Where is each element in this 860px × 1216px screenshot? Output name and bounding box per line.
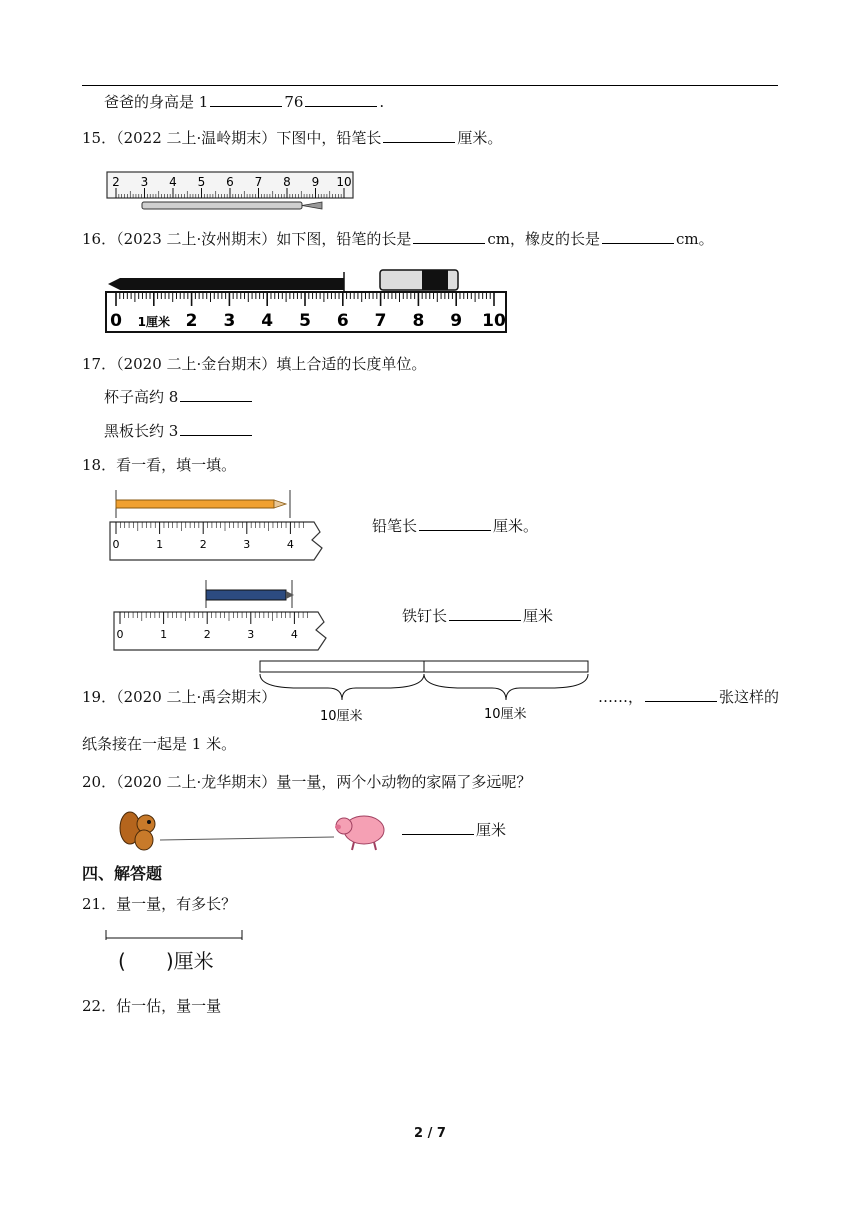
ruler-tick-label: 3 bbox=[247, 628, 255, 641]
q18-nail-ruler bbox=[112, 578, 338, 654]
answer-blank[interactable] bbox=[305, 92, 377, 107]
label-text: 铅笔长 bbox=[372, 517, 418, 535]
q19-text-cont bbox=[82, 734, 236, 754]
pig-icon bbox=[335, 816, 384, 850]
question-text: 看一看，填一填。 bbox=[116, 456, 237, 474]
question-text: cm。 bbox=[675, 230, 714, 248]
label-text: 铁钉长 bbox=[402, 607, 448, 625]
question-text: 张这样的 bbox=[719, 688, 780, 706]
brace-2 bbox=[424, 674, 588, 700]
ruler-tick-label: 9 bbox=[450, 311, 463, 331]
segment-label-2: 10厘米 bbox=[484, 707, 527, 722]
item-text: 黑板长约 3 bbox=[104, 422, 179, 440]
answer-blank[interactable] bbox=[645, 687, 717, 702]
question-17 bbox=[82, 354, 426, 374]
ruler-tick-label: 4 bbox=[261, 311, 274, 331]
question-21 bbox=[82, 894, 236, 914]
page-number: 2 / 7 bbox=[414, 1126, 446, 1141]
question-text: 填上合适的长度单位。 bbox=[276, 355, 427, 373]
ruler-tick-label: 3 bbox=[223, 311, 236, 331]
segment-label-1: 10厘米 bbox=[320, 709, 363, 724]
answer-blank[interactable] bbox=[383, 128, 455, 143]
ruler-tick-label: 6 bbox=[336, 311, 349, 331]
ruler-tick-label: 0 bbox=[110, 311, 122, 331]
ruler-tick-label: 8 bbox=[283, 175, 291, 189]
header-rule bbox=[82, 85, 778, 86]
pencil-icon bbox=[108, 278, 344, 290]
pencil-tip-icon bbox=[274, 500, 286, 508]
q19-text-right bbox=[598, 687, 779, 707]
answer-blank[interactable] bbox=[402, 820, 474, 835]
ruler-tick-label: 5 bbox=[197, 175, 206, 189]
eraser-sleeve bbox=[422, 270, 448, 290]
answer-blank[interactable] bbox=[602, 229, 674, 244]
answer-blank[interactable] bbox=[449, 606, 521, 621]
nail-tip-icon bbox=[286, 591, 294, 599]
q-prev-text: 爸爸的身高是 1 bbox=[104, 93, 209, 111]
answer-blank[interactable] bbox=[180, 421, 252, 436]
ruler-tick-label: 4 bbox=[290, 628, 298, 641]
pencil-icon bbox=[116, 500, 274, 508]
q-prev-text: 76 bbox=[284, 93, 304, 111]
ruler-tick-label: 0 bbox=[116, 628, 124, 641]
q20-answer bbox=[400, 820, 506, 840]
q21-answer bbox=[118, 948, 214, 974]
pencil-icon bbox=[142, 202, 302, 209]
question-text: 厘米。 bbox=[457, 129, 503, 147]
q-prev-line bbox=[104, 92, 384, 112]
question-19 bbox=[82, 687, 276, 707]
answer-blank[interactable] bbox=[210, 92, 282, 107]
paren-open: ( bbox=[118, 949, 126, 973]
q19-paper-strip-figure bbox=[258, 658, 592, 728]
q20-animals-figure bbox=[116, 808, 390, 854]
q17-item-2 bbox=[104, 421, 254, 441]
question-number: 20． bbox=[82, 773, 117, 791]
q21-segment bbox=[104, 928, 246, 942]
question-15 bbox=[82, 128, 502, 148]
answer-blank[interactable] bbox=[413, 229, 485, 244]
question-text: 量一量，有多长？ bbox=[116, 895, 237, 913]
ruler-tick-label: 10 bbox=[482, 311, 506, 331]
question-source: （2020 二上·龙华期末） bbox=[116, 773, 277, 791]
question-text: 估一估，量一量 bbox=[116, 997, 222, 1015]
ruler-tick-label: 1 bbox=[156, 538, 164, 551]
question-number: 22． bbox=[82, 997, 117, 1015]
question-text: 纸条接在一起是 1 米。 bbox=[82, 735, 237, 753]
pencil-tip-icon bbox=[302, 202, 322, 209]
question-20 bbox=[82, 772, 531, 792]
question-18 bbox=[82, 455, 236, 475]
ruler-tick-label: 4 bbox=[286, 538, 294, 551]
question-text: cm，橡皮的长是 bbox=[487, 230, 600, 248]
ruler-tick-label: 7 bbox=[254, 175, 263, 189]
ruler-tick-label: 2 bbox=[199, 538, 207, 551]
item-text: 杯子高约 8 bbox=[104, 388, 179, 406]
question-number: 21． bbox=[82, 895, 117, 913]
q-prev-text: . bbox=[379, 93, 385, 111]
section-title: 四、解答题 bbox=[82, 864, 163, 883]
question-number: 17． bbox=[82, 355, 117, 373]
ruler-tick-label: 5 bbox=[299, 311, 311, 331]
q18-label-2 bbox=[402, 606, 553, 626]
ruler-tick-label: 6 bbox=[226, 175, 234, 189]
ruler-tick-label: 8 bbox=[412, 311, 425, 331]
label-text: 厘米。 bbox=[493, 517, 539, 535]
ruler-tick-label: 1 bbox=[160, 628, 168, 641]
question-source: （2023 二上·汝州期末） bbox=[116, 230, 277, 248]
question-source: （2022 二上·温岭期末） bbox=[116, 129, 277, 147]
question-text: 量一量，两个小动物的家隔了多远呢？ bbox=[276, 773, 532, 791]
question-number: 15． bbox=[82, 129, 117, 147]
squirrel-icon bbox=[120, 812, 155, 850]
ruler-tick-label: 10 bbox=[336, 175, 352, 189]
label-text: 厘米 bbox=[523, 607, 554, 625]
question-number: 16． bbox=[82, 230, 117, 248]
paren-close-unit: )厘米 bbox=[165, 949, 214, 973]
ruler-tick-label: 2 bbox=[203, 628, 211, 641]
question-text: 下图中，铅笔长 bbox=[276, 129, 382, 147]
q18-label-1 bbox=[372, 516, 538, 536]
question-source: （2020 二上·金台期末） bbox=[116, 355, 277, 373]
q17-item-1 bbox=[104, 387, 254, 407]
brace-1 bbox=[260, 674, 424, 700]
ruler-tick-label: 4 bbox=[169, 175, 177, 189]
ruler-tick-label: 2 bbox=[112, 175, 120, 189]
question-text: ……， bbox=[598, 688, 644, 706]
ruler-tick-label: 9 bbox=[311, 175, 320, 189]
nail-icon bbox=[206, 590, 286, 600]
ruler-tick-label: 7 bbox=[374, 311, 387, 331]
ruler-tick-label: 0 bbox=[112, 538, 120, 551]
answer-blank[interactable] bbox=[419, 516, 491, 531]
ruler-tick-label: 3 bbox=[140, 175, 149, 189]
question-16 bbox=[82, 229, 714, 249]
question-number: 18． bbox=[82, 456, 117, 474]
question-text: 如下图，铅笔的长是 bbox=[276, 230, 412, 248]
q18-pencil-ruler bbox=[108, 488, 334, 568]
ruler-tick-label: 2 bbox=[185, 311, 198, 331]
distance-line bbox=[160, 837, 334, 840]
unit-text: 厘米 bbox=[476, 821, 507, 839]
ruler-tick-label: 3 bbox=[243, 538, 251, 551]
q16-ruler-figure bbox=[104, 264, 510, 336]
question-22 bbox=[82, 996, 221, 1016]
question-number: 19． bbox=[82, 688, 117, 706]
answer-blank[interactable] bbox=[180, 387, 252, 402]
ruler-tick-label: 1厘米 bbox=[137, 315, 170, 329]
question-source: （2020 二上·禹会期末） bbox=[116, 688, 277, 706]
q15-ruler-figure bbox=[106, 168, 356, 213]
